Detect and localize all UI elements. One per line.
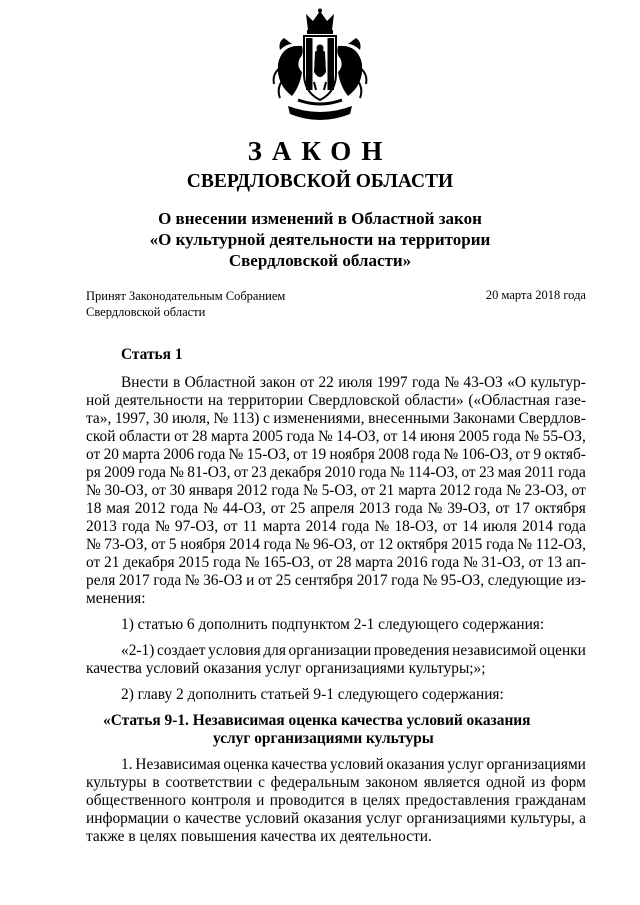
subject-line: «О культурной деятельности на территории	[149, 230, 491, 249]
text-line: реля 2017 года № 36-ОЗ и от 25 сентября 2017 года № 95-ОЗ, следующие из-	[86, 572, 586, 589]
text-line: 1. Независимая оценка качества условий оказания услуг организациями	[121, 756, 586, 773]
text-line: № 73-ОЗ, от 5 ноября 2014 года № 96-ОЗ, от 12 октября 2015 года № 112-ОЗ,	[86, 536, 586, 553]
text-line: информации о качестве условий оказания услуг организациями культуры, а	[86, 810, 586, 827]
sverdlovsk-coat-of-arms-icon	[270, 8, 370, 126]
text-line: от 20 марта 2006 года № 15-ОЗ, от 19 ноября 2008 года № 106-ОЗ, от 9 октяб-	[86, 446, 586, 463]
adopted-by-line: Свердловской области	[86, 305, 206, 319]
text-line: общественного контроля и проводится в целях предоставления гражданам	[86, 792, 586, 809]
adoption-date: 20 марта 2018 года	[485, 288, 586, 302]
new-article-paragraph-1	[86, 756, 586, 846]
law-title: ЗАКОН	[247, 136, 393, 166]
subject-line: Свердловской области»	[228, 251, 412, 270]
article-1	[86, 346, 586, 846]
text-line: Внести в Областной закон от 22 июля 1997 года № 43-ОЗ «О культур-	[121, 374, 586, 391]
new-article-title: «Статья 9-1. Независимая оценка качества условий оказания	[103, 712, 531, 729]
new-article-title-cont: услуг организациями культуры	[213, 730, 434, 747]
article-1-title: Статья 1	[121, 346, 183, 363]
text-line: 18 мая 2012 года № 44-ОЗ, от 25 апреля 2013 года № 39-ОЗ, от 17 октября	[86, 500, 586, 517]
text-line: ной деятельности на территории Свердловской области» («Областная газе-	[86, 392, 586, 409]
text-line: также в целях повышения качества их деятельности.	[86, 828, 432, 845]
article-1-intro	[86, 374, 586, 608]
item-1-quote	[86, 642, 586, 678]
adopted-by	[86, 288, 285, 320]
text-line: ря 2009 года № 81-ОЗ, от 23 декабря 2010 года № 114-ОЗ, от 23 мая 2011 года	[86, 464, 586, 481]
text-line: культуры в соответствии с федеральным законом является одной из форм	[86, 774, 586, 791]
text-line: менения:	[86, 590, 146, 607]
text-line: 2013 года № 97-ОЗ, от 11 марта 2014 года № 18-ОЗ, от 14 июля 2014 года	[86, 518, 586, 535]
subject-line: О внесении изменений в Областной закон	[158, 209, 482, 228]
text-line: от 21 декабря 2015 года № 165-ОЗ, от 28 марта 2016 года № 31-ОЗ, от 13 ап-	[86, 554, 586, 571]
region-title: СВЕРДЛОВСКОЙ ОБЛАСТИ	[186, 171, 454, 192]
text-line: ской области от 28 марта 2005 года № 14-ОЗ, от 14 июня 2005 года № 55-ОЗ,	[86, 428, 586, 445]
text-line: «2-1) создает условия для организации проведения независимой оценки	[121, 642, 586, 659]
item-1: 1) статью 6 дополнить подпунктом 2-1 следующего содержания:	[121, 616, 545, 633]
law-subject	[0, 208, 640, 271]
text-line: № 30-ОЗ, от 30 января 2012 года № 5-ОЗ, от 21 марта 2012 года № 23-ОЗ, от	[86, 482, 586, 499]
text-line: качества условий оказания услуг организациями культуры;»;	[86, 660, 486, 677]
text-line: та», 1997, 30 июля, № 113) с изменениями, внесенными Законами Свердлов-	[86, 410, 586, 427]
item-2: 2) главу 2 дополнить статьей 9-1 следующего содержания:	[121, 686, 504, 703]
adopted-by-line: Принят Законодательным Собранием	[86, 289, 286, 303]
